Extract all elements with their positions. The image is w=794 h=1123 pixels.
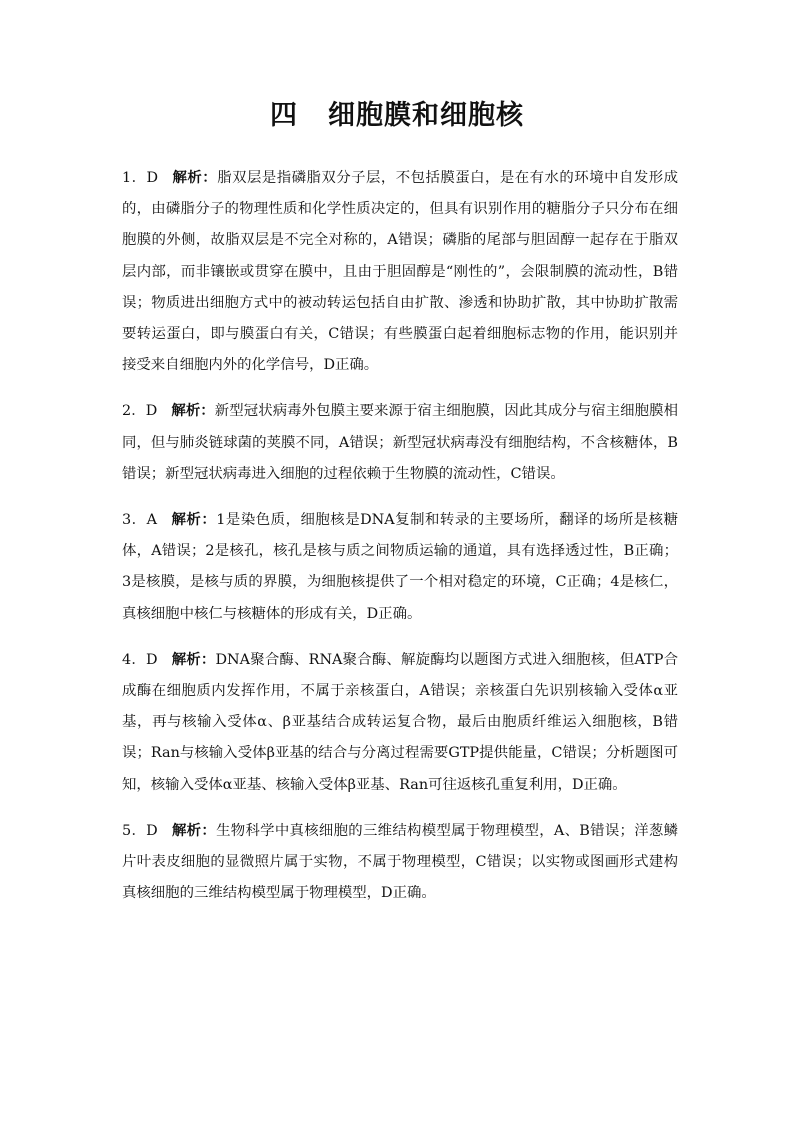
answer-item-5 xyxy=(122,815,678,910)
analysis-keyword: 解析： xyxy=(171,402,215,420)
section-title-text: 细胞膜和细胞核 xyxy=(328,100,524,131)
answer-text: 新型冠状病毒外包膜主要来源于宿主细胞膜，因此其成分与宿主细胞膜相同，但与肺炎链球菌的荚膜不同，A错误；新型冠状病毒没有细胞结构，不含核糖体，B错误；新型冠状病毒进入细胞的过程依赖于生物膜的流动性，C错误。 xyxy=(122,403,678,482)
answer-item-2 xyxy=(122,395,678,490)
answer-label: 2．D xyxy=(122,403,158,420)
analysis-keyword: 解析： xyxy=(172,169,218,186)
answer-item-3 xyxy=(122,504,678,630)
section-number: 四 xyxy=(270,100,298,131)
answer-text: DNA聚合酶、RNA聚合酶、解旋酶均以题图方式进入细胞核，但ATP合成酶在细胞质内发挥作用，不属于亲核蛋白，A错误；亲核蛋白先识别核输入受体α亚基，再与核输入受体α、β亚基结合成转运复合物，最后由胞质纤维运入细胞核，B错误；Ran与核输入受体β亚基的结合与分离过程需要GTP提供能量，C错误；分析题图可知，核输入受体α亚基、核输入受体β亚基、Ran可往返核孔重复利用，D正确。 xyxy=(122,651,678,793)
analysis-keyword: 解析： xyxy=(171,821,217,839)
analysis-keyword: 解析： xyxy=(170,511,217,529)
answer-text: 生物科学中真核细胞的三维结构模型属于物理模型，A、B错误；洋葱鳞片叶表皮细胞的显微照片属于实物，不属于物理模型，C错误；以实物或图画形式建构真核细胞的三维结构模型属于物理模型，D正确。 xyxy=(122,822,678,902)
answer-label: 1．D xyxy=(122,170,159,186)
answer-text: 脂双层是指磷脂双分子层，不包括膜蛋白，是在有水的环境中自发形成的，由磷脂分子的物理性质和化学性质决定的，但具有识别作用的糖脂分子只分布在细胞膜的外侧，故脂双层是不完全对称的，A错误；磷脂的尾部与胆固醇一起存在于脂双层内部，而非镶嵌或贯穿在膜中，且由于胆固醇是“刚性的”，会限制膜的流动性，B错误；物质进出细胞方式中的被动转运包括自由扩散、渗透和协助扩散，其中协助扩散需要转运蛋白，即与膜蛋白有关，C错误；有些膜蛋白起着细胞标志物的作用，能识别并接受来自细胞内外的化学信号，D正确。 xyxy=(122,170,678,374)
section-title xyxy=(0,96,794,136)
answer-label: 5．D xyxy=(122,822,158,839)
answer-label: 3．A xyxy=(122,512,157,529)
answer-item-4 xyxy=(122,644,678,801)
answer-text: 1是染色质，细胞核是DNA复制和转录的主要场所，翻译的场所是核糖体，A错误；2是核孔，核孔是核与质之间物质运输的通道，具有选择透过性，B正确；3是核膜，是核与质的界膜，为细胞核提供了一个相对稳定的环境，C正确；4是核仁，真核细胞中核仁与核糖体的形成有关，D正确。 xyxy=(122,512,678,622)
analysis-keyword: 解析： xyxy=(171,650,216,668)
answer-item-1 xyxy=(122,162,678,381)
answer-label: 4．D xyxy=(122,651,158,668)
answer-list xyxy=(122,162,678,923)
